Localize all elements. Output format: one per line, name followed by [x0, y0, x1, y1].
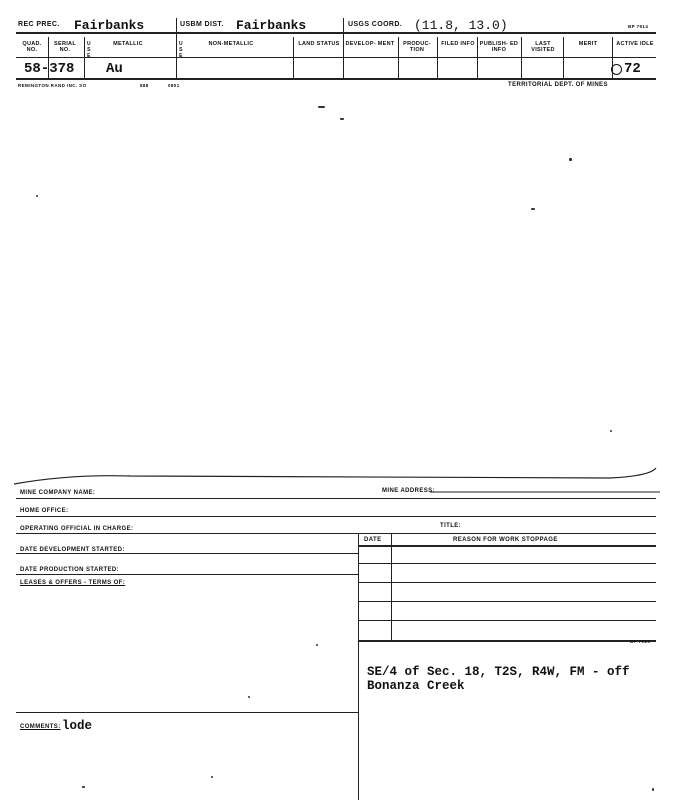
leases-label: LEASES & OFFERS - TERMS OF:: [20, 580, 126, 586]
usgs-coord-value: (11.8, 13.0): [414, 18, 508, 33]
stoppage-left-border: [358, 533, 359, 640]
rule-date-development: [16, 553, 358, 554]
scan-speck: [248, 696, 250, 698]
scan-speck: [82, 786, 85, 788]
operating-official-label: OPERATING OFFICIAL IN CHARGE:: [20, 526, 134, 532]
title-label: TITLE:: [440, 523, 462, 529]
col-filed-info: FILED INFO: [441, 41, 475, 47]
scan-speck: [211, 776, 213, 778]
rule-stoppage-row1: [358, 563, 656, 564]
mine-address-label: MINE ADDRESS:: [382, 488, 435, 494]
col-divider: [437, 37, 438, 79]
home-office-label: HOME OFFICE:: [20, 508, 69, 514]
card-edge-curve: [10, 462, 670, 496]
printer-code-2: 0801: [168, 83, 180, 88]
usgs-coord-label: USGS COORD.: [348, 21, 403, 28]
date-development-label: DATE DEVELOPMENT STARTED:: [20, 547, 125, 553]
col-active-idle: ACTIVE IDLE: [616, 41, 654, 47]
form-code: BP 7914: [628, 24, 649, 29]
col-divider: [521, 37, 522, 79]
row-rule-bottom: [16, 78, 656, 80]
col-use-metallic: U S E: [87, 41, 91, 59]
col-divider: [563, 37, 564, 79]
scan-speck: [531, 208, 535, 210]
col-non-metallic: NON-METALLIC: [208, 41, 254, 47]
header-rule: [16, 32, 656, 34]
date-production-label: DATE PRODUCTION STARTED:: [20, 567, 120, 573]
printer-label: REMINGTON RAND INC. SO: [18, 83, 87, 88]
col-published-info: PUBLISH- ED INFO: [479, 41, 519, 53]
col-use-nonmetallic: U S E: [179, 41, 183, 59]
printer-code-1: 888: [140, 83, 149, 88]
rule-home-office: [16, 516, 656, 517]
rule-stoppage-row3: [358, 601, 656, 602]
col-serial-no: SERIAL NO.: [54, 41, 76, 53]
col-land-status: LAND STATUS: [298, 41, 340, 47]
location-line-1: SE/4 of Sec. 18, T2S, R4W, FM - off: [367, 665, 630, 679]
rule-stoppage-bottom: [358, 640, 656, 642]
scan-speck: [569, 158, 572, 161]
reason-col-label: REASON FOR WORK STOPPAGE: [453, 537, 558, 543]
col-last-visited: LAST VISITED: [531, 41, 555, 53]
col-merit: MERIT: [578, 41, 598, 47]
col-quad-no: QUAD. NO.: [22, 41, 42, 53]
record-quad-serial: 58-378: [24, 61, 75, 77]
comments-label: COMMENTS:: [20, 724, 61, 730]
rule-date-production: [16, 574, 358, 575]
stoppage-date-divider: [391, 533, 392, 640]
record-active-idle: 72: [624, 61, 641, 77]
scan-speck: [318, 106, 325, 108]
rule-stoppage-header: [358, 545, 656, 547]
scan-speck: [316, 644, 318, 646]
date-col-label: DATE: [364, 537, 382, 543]
usbm-dist-label: USBM DIST.: [180, 21, 224, 28]
comments-value: lode: [62, 719, 93, 733]
location-line-2: Bonanza Creek: [367, 679, 465, 693]
col-metallic: METALLIC: [113, 41, 143, 47]
rule-comments-top: [16, 712, 358, 713]
rule-operating-official: [16, 533, 656, 534]
rec-prec-label: REC PREC.: [18, 21, 60, 28]
row-rule-top: [16, 57, 656, 58]
scan-speck: [652, 788, 654, 791]
col-development: DEVELOP- MENT: [345, 41, 395, 47]
col-production: PRODUC- TION: [403, 41, 431, 53]
usbm-dist-value: Fairbanks: [236, 18, 307, 33]
scan-speck: [610, 430, 612, 432]
mine-company-name-label: MINE COMPANY NAME:: [20, 490, 96, 496]
col-divider: [477, 37, 478, 79]
record-metallic: Au: [106, 61, 123, 77]
scan-speck: [36, 195, 38, 197]
rec-prec-value: Fairbanks: [74, 18, 145, 33]
form-code-2: BP 7915: [630, 639, 651, 644]
rule-stoppage-row2: [358, 582, 656, 583]
col-divider: [398, 37, 399, 79]
col-divider: [176, 18, 177, 79]
col-divider: [84, 37, 85, 79]
rule-stoppage-row4: [358, 620, 656, 621]
col-divider: [293, 37, 294, 79]
col-divider: [343, 18, 344, 79]
active-idle-circle-icon: [611, 64, 622, 75]
agency-label: TERRITORIAL DEPT. OF MINES: [508, 82, 608, 88]
rule-mine-company: [16, 498, 656, 499]
comments-right-border: [358, 640, 359, 800]
scan-speck: [340, 118, 344, 120]
